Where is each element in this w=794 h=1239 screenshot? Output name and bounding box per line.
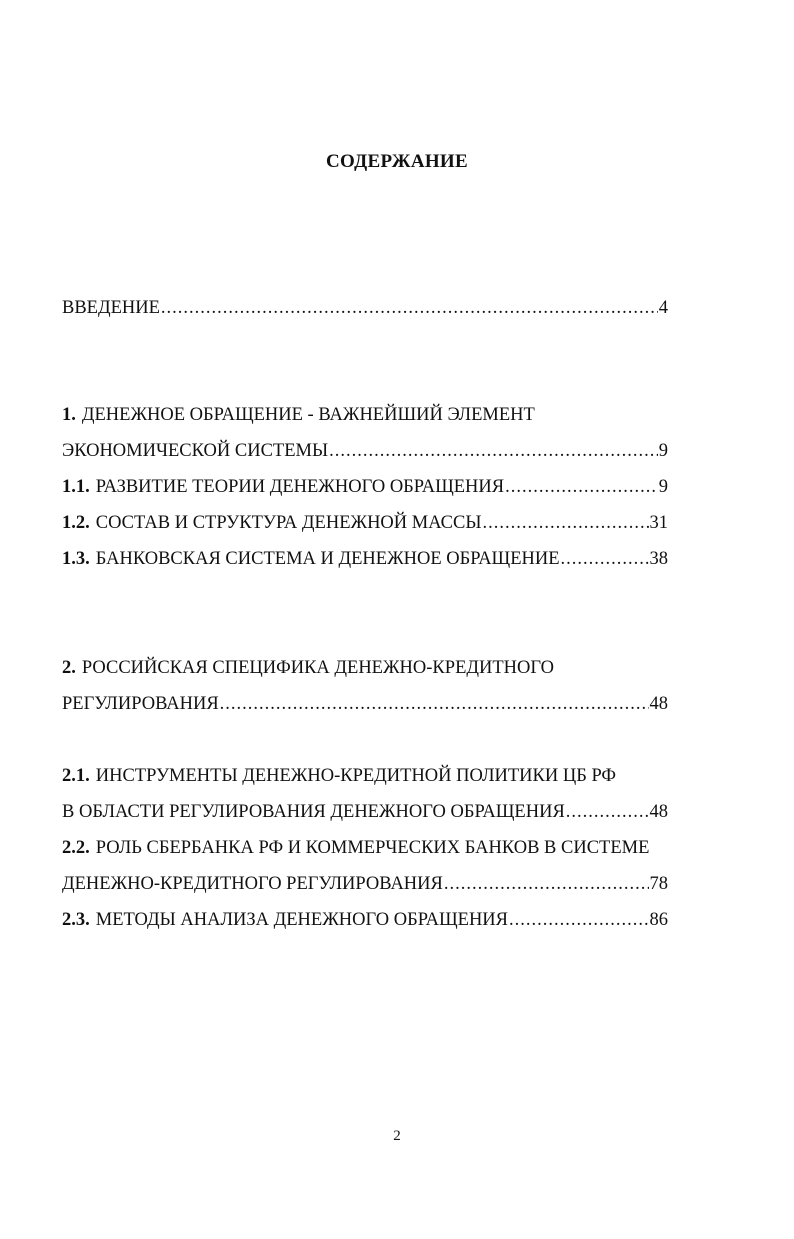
toc-page-number: 4 xyxy=(658,298,668,318)
toc-entry-text: РОССИЙСКАЯ СПЕЦИФИКА ДЕНЕЖНО-КРЕДИТНОГО xyxy=(81,658,554,678)
toc-section-2-2-line2 xyxy=(62,872,668,896)
toc-entry-text: ДЕНЕЖНО-КРЕДИТНОГО РЕГУЛИРОВАНИЯ xyxy=(62,874,443,894)
toc-entry-text: БАНКОВСКАЯ СИСТЕМА И ДЕНЕЖНОЕ ОБРАЩЕНИЕ xyxy=(95,549,560,569)
toc-page-number: 38 xyxy=(649,549,668,569)
toc-entry-text: В ОБЛАСТИ РЕГУЛИРОВАНИЯ ДЕНЕЖНОГО ОБРАЩЕНИЯ xyxy=(62,802,565,822)
dot-leader xyxy=(329,439,658,463)
dot-leader xyxy=(509,908,649,932)
toc-number: 2.1. xyxy=(62,766,90,786)
toc-section-1-2 xyxy=(62,511,668,535)
toc-entry-text: ВВЕДЕНИЕ xyxy=(62,298,160,318)
toc-chapter-1-line2 xyxy=(62,439,668,463)
toc-page-number: 86 xyxy=(649,910,668,930)
toc-page-number: 9 xyxy=(658,441,668,461)
toc-entry-text: ДЕНЕЖНОЕ ОБРАЩЕНИЕ - ВАЖНЕЙШИЙ ЭЛЕМЕНТ xyxy=(81,405,535,425)
dot-leader xyxy=(220,692,649,716)
toc-number: 2.3. xyxy=(62,910,90,930)
toc-entry-text: РАЗВИТИЕ ТЕОРИИ ДЕНЕЖНОГО ОБРАЩЕНИЯ xyxy=(95,477,505,497)
toc-section-2-1-line2 xyxy=(62,800,668,824)
dot-leader xyxy=(566,800,649,824)
toc-number: 1.1. xyxy=(62,477,90,497)
toc-page-number: 9 xyxy=(658,477,668,497)
toc-entry-text: СОСТАВ И СТРУКТУРА ДЕНЕЖНОЙ МАССЫ xyxy=(95,513,482,533)
toc-page-number: 48 xyxy=(649,694,668,714)
toc-entry-text: РЕГУЛИРОВАНИЯ xyxy=(62,694,219,714)
dot-leader xyxy=(161,296,658,320)
toc-chapter-1-line1 xyxy=(62,403,535,427)
toc-entry-text: ИНСТРУМЕНТЫ ДЕНЕЖНО-КРЕДИТНОЙ ПОЛИТИКИ ЦБ РФ xyxy=(95,766,617,786)
toc-section-2-1-line1 xyxy=(62,764,616,788)
toc-entry-text: РОЛЬ СБЕРБАНКА РФ И КОММЕРЧЕСКИХ БАНКОВ В СИСТЕМЕ xyxy=(95,838,650,858)
toc-entry-intro xyxy=(62,296,668,320)
toc-section-1-1 xyxy=(62,475,668,499)
dot-leader xyxy=(482,511,648,535)
dot-leader xyxy=(505,475,658,499)
toc-number: 1. xyxy=(62,405,76,425)
toc-number: 1.2. xyxy=(62,513,90,533)
dot-leader xyxy=(444,872,649,896)
toc-entry-text: ЭКОНОМИЧЕСКОЙ СИСТЕМЫ xyxy=(62,441,329,461)
dot-leader xyxy=(561,547,649,571)
toc-page-number: 31 xyxy=(649,513,668,533)
toc-number: 2. xyxy=(62,658,76,678)
toc-chapter-2-line2 xyxy=(62,692,668,716)
toc-number: 2.2. xyxy=(62,838,90,858)
toc-section-2-3 xyxy=(62,908,668,932)
toc-page-number: 48 xyxy=(649,802,668,822)
toc-title: СОДЕРЖАНИЕ xyxy=(326,151,468,172)
toc-section-2-2-line1 xyxy=(62,836,649,860)
toc-entry-text: МЕТОДЫ АНАЛИЗА ДЕНЕЖНОГО ОБРАЩЕНИЯ xyxy=(95,910,508,930)
toc-section-1-3 xyxy=(62,547,668,571)
toc-number: 1.3. xyxy=(62,549,90,569)
toc-chapter-2-line1 xyxy=(62,656,554,680)
page-number: 2 xyxy=(393,1128,401,1144)
toc-page-number: 78 xyxy=(649,874,668,894)
